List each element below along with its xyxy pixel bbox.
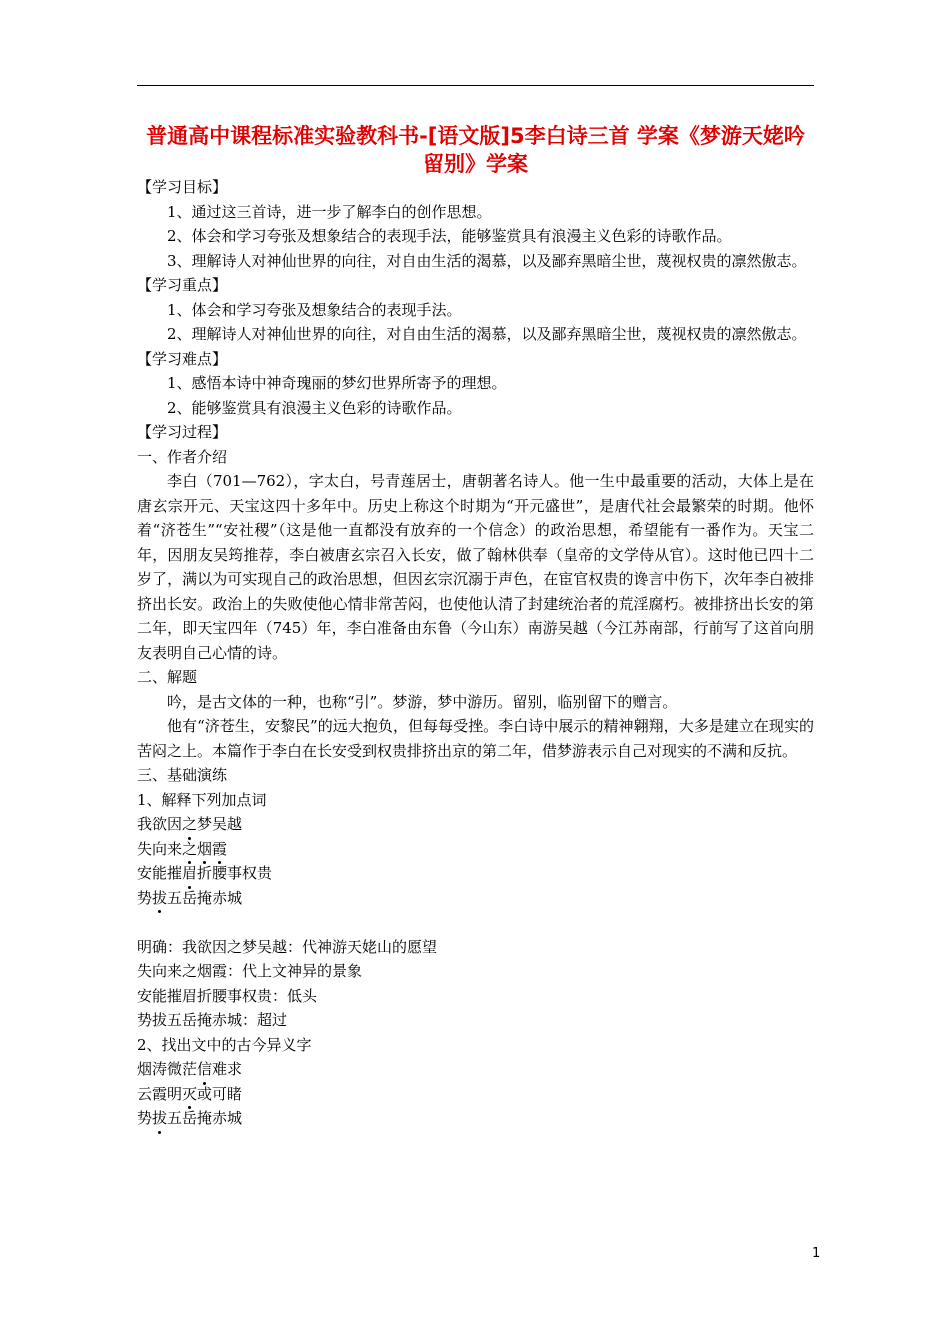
header-rule — [137, 85, 814, 86]
key-point-item: 2、理解诗人对神仙世界的向往，对自由生活的渴慕，以及鄙弃黑暗尘世，蔑视权贵的凛然傲志。 — [167, 325, 807, 343]
objective-item: 3、理解诗人对神仙世界的向往，对自由生活的渴慕，以及鄙弃黑暗尘世，蔑视权贵的凛然傲志。 — [167, 251, 807, 270]
q1-prompt: 1、解释下列加点词 — [137, 790, 267, 809]
text-segment: 势 — [137, 1109, 153, 1127]
document-body — [137, 175, 814, 1131]
key-points-heading: 【学习重点】 — [137, 276, 228, 294]
q1-line — [137, 861, 814, 886]
dotted-word: 烟 — [197, 837, 212, 862]
text-segment: 云霞明 — [137, 1084, 183, 1103]
difficulties-heading: 【学习难点】 — [137, 349, 228, 368]
dotted-word: 霞 — [212, 837, 227, 862]
practice-heading: 三、基础演练 — [137, 766, 228, 784]
text-segment: 五岳掩赤城 — [167, 888, 243, 907]
dotted-word: 之 — [182, 837, 197, 862]
text-segment: 烟涛微茫 — [137, 1060, 198, 1078]
q2-line — [137, 1082, 814, 1107]
q1-answer: 明确：我欲因之梦吴越：代神游天姥山的愿望 — [137, 937, 438, 956]
text-segment: 我欲因 — [137, 815, 183, 833]
difficulty-item: 2、能够鉴赏具有浪漫主义色彩的诗歌作品。 — [167, 398, 462, 417]
key-point-item: 1、体会和学习夸张及想象结合的表现手法。 — [167, 300, 462, 319]
q1-line — [137, 837, 814, 862]
text-segment: 或可睹 — [197, 1084, 243, 1103]
spacer — [137, 910, 814, 935]
dotted-word: 拔 — [152, 886, 167, 911]
text-segment: 势 — [137, 888, 153, 907]
explain-heading: 二、解题 — [137, 668, 198, 686]
dotted-word: 眉 — [182, 861, 197, 886]
q1-answer: 势拔五岳掩赤城：超过 — [137, 1011, 288, 1029]
page-number: 1 — [812, 1246, 821, 1261]
q1-answer: 安能摧眉折腰事权贵：低头 — [137, 986, 318, 1005]
objectives-heading: 【学习目标】 — [137, 178, 228, 196]
author-heading: 一、作者介绍 — [137, 447, 228, 466]
author-paragraph: 李白（701—762），字太白，号青莲居士，唐朝著名诗人。他一生中最重要的活动，大体上是在唐玄宗开元、天宝这四十多年中。历史上称这个时期为“开元盛世”，是唐代社会最繁荣的时期。他怀着“济苍生”“安社稷”（这是他一直都没有放弃的一个信念）的政治思想，希望能有一番作为。天宝二年，因朋友吴筠推荐，李白被唐玄宗召入长安，做了翰林供奉（皇帝的文学侍从官）。这时他已四十二岁了，满以为可实现自己的政治思想，但因玄宗沉溺于声色，在宦官权贵的谗言中伤下，次年李白被排挤出长安。政治上的失败使他心情非常苦闷，也使他认清了封建统治者的荒淫腐朽。被排挤出长安的第二年，即天宝四年（745）年，李白准备由东鲁（今山东）南游吴越（今江苏南部，行前写了这首向朋友表明自己心情的诗。 — [137, 472, 814, 662]
process-heading: 【学习过程】 — [137, 423, 228, 441]
q2-line — [137, 1106, 814, 1131]
text-segment: 安能摧 — [137, 864, 183, 882]
document-title: 普通高中课程标准实验教科书-[语文版]5李白诗三首 学案《梦游天姥吟留别》学案 — [146, 124, 805, 176]
q2-prompt: 2、找出文中的古今异义字 — [137, 1035, 312, 1054]
difficulty-item: 1、感悟本诗中神奇瑰丽的梦幻世界所寄予的理想。 — [167, 374, 507, 392]
q1-answer: 失向来之烟霞：代上文神异的景象 — [137, 962, 363, 980]
dotted-word: 拔 — [152, 1106, 167, 1131]
dotted-word: 信 — [197, 1057, 212, 1082]
q2-line — [137, 1057, 814, 1082]
text-segment: 失向来 — [137, 839, 183, 858]
explain-paragraph: 吟，是古文体的一种，也称“引”。梦游，梦中游历。留别，临别留下的赠言。 — [167, 692, 678, 711]
q1-line — [137, 812, 814, 837]
text-segment: 难求 — [212, 1060, 243, 1078]
text-segment: 梦吴越 — [197, 815, 243, 833]
text-segment: 折腰事权贵 — [197, 864, 273, 882]
dotted-word: 之 — [182, 812, 197, 837]
objective-item: 2、体会和学习夸张及想象结合的表现手法，能够鉴赏具有浪漫主义色彩的诗歌作品。 — [167, 227, 732, 245]
text-segment: 五岳掩赤城 — [167, 1109, 243, 1127]
explain-paragraph: 他有“济苍生，安黎民”的远大抱负，但每每受挫。李白诗中展示的精神翱翔，大多是建立在现实的苦闷之上。本篇作于李白在长安受到权贵排挤出京的第二年，借梦游表示自己对现实的不满和反抗。 — [137, 717, 814, 760]
q1-line — [137, 886, 814, 911]
dotted-word: 灭 — [182, 1082, 197, 1107]
objective-item: 1、通过这三首诗，进一步了解李白的创作思想。 — [167, 202, 492, 221]
